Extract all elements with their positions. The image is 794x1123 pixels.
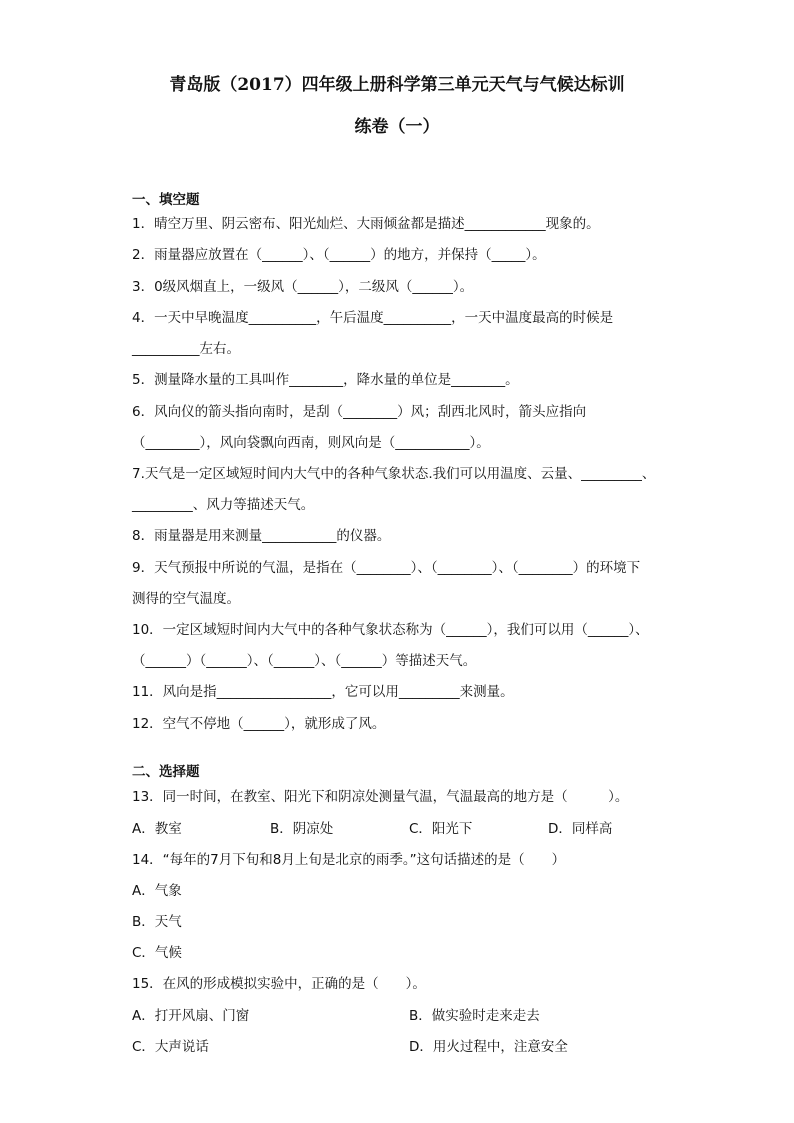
question-line: 7.天气是一定区域短时间内大气中的各种气象状态.我们可以用温度、云量、_________、	[132, 466, 656, 482]
question-13-option-a: A．教室	[132, 821, 182, 837]
document-title-line-1: 青岛版（2017）四年级上册科学第三单元天气与气候达标训	[169, 75, 625, 95]
question-15-option-b: B．做实验时走来走去	[409, 1008, 540, 1024]
question-13-stem: 13．同一时间，在教室、阳光下和阴凉处测量气温，气温最高的地方是（ ）。	[132, 789, 629, 805]
question-14-option-a: A．气象	[132, 883, 182, 899]
document-title-line-2: 练卷（一）	[354, 117, 440, 137]
question-13-option-b: B．阴凉处	[270, 821, 334, 837]
question-line: __________左右。	[132, 341, 240, 357]
section-heading-fill: 一、填空题	[132, 192, 200, 208]
question-14-stem: 14．“每年的7月下旬和8月上旬是北京的雨季。”这句话描述的是（ ）	[132, 852, 566, 868]
question-13-option-d: D．同样高	[548, 821, 613, 837]
question-15-stem: 15．在风的形成模拟实验中，正确的是（ ）。	[132, 976, 426, 992]
question-15-option-a: A．打开风扇、门窗	[132, 1008, 250, 1024]
question-line: _________、风力等描述天气。	[132, 497, 315, 513]
question-line: 4．一天中早晚温度__________，午后温度__________，一天中温度最高的时候是	[132, 310, 614, 326]
question-line: 测得的空气温度。	[132, 591, 240, 607]
question-line: 9．天气预报中所说的气温，是指在（________）、（________）、（________）的环境下	[132, 560, 641, 576]
question-line: 2．雨量器应放置在（______）、（______）的地方，并保持（_____）。	[132, 247, 546, 263]
question-line: 12．空气不停地（______），就形成了风。	[132, 716, 386, 732]
question-line: 8．雨量器是用来测量___________的仪器。	[132, 528, 391, 544]
question-line: 6．风向仪的箭头指向南时，是刮（________）风；刮西北风时，箭头应指向	[132, 404, 587, 420]
question-15-option-d: D．用火过程中，注意安全	[409, 1039, 568, 1055]
question-line: 10．一定区域短时间内大气中的各种气象状态称为（______），我们可以用（______）、	[132, 622, 649, 638]
section-heading-choice: 二、选择题	[132, 764, 200, 780]
question-14-option-c: C．气候	[132, 945, 182, 961]
question-line: （______）（______）、（______）、（______）等描述天气。	[132, 653, 477, 669]
question-line: 5．测量降水量的工具叫作________，降水量的单位是________。	[132, 372, 519, 388]
question-15-option-c: C．大声说话	[132, 1039, 209, 1055]
question-13-option-c: C．阳光下	[409, 821, 473, 837]
question-line: （________），风向袋飘向西南，则风向是（___________）。	[132, 435, 490, 451]
question-14-option-b: B．天气	[132, 914, 182, 930]
question-line: 1．晴空万里、阴云密布、阳光灿烂、大雨倾盆都是描述____________现象的。	[132, 216, 600, 232]
question-line: 11．风向是指_________________，它可以用_________来测量。	[132, 684, 514, 700]
question-line: 3．0级风烟直上，一级风（______），二级风（______）。	[132, 279, 474, 295]
